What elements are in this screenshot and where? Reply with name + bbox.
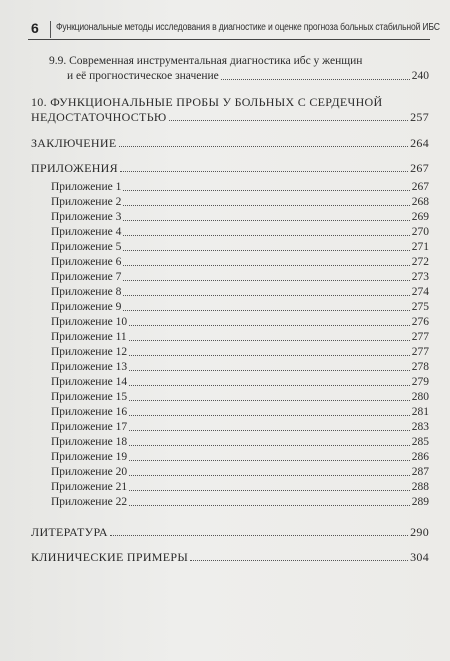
toc-page-number: 267 [411,181,429,193]
toc-entry-label: ЗАКЛЮЧЕНИЕ [31,136,117,150]
toc-page-number: 267 [410,161,429,175]
toc-page-number: 286 [411,451,429,463]
toc-entry-label: Приложение 22 [51,496,128,508]
toc-page-number: 268 [411,196,429,208]
toc-entry-label: Приложение 1 [51,181,122,193]
toc-entry-label: Приложение 13 [51,361,128,373]
dot-leader [129,370,410,371]
dot-leader [190,560,408,561]
dot-leader [129,340,410,341]
dot-leader [129,430,410,431]
dot-leader [123,280,409,281]
toc-entry-label: Приложение 9 [51,301,122,313]
toc-page-number: 287 [411,466,429,478]
dot-leader [123,295,409,296]
dot-leader [129,460,410,461]
toc-conclusion[interactable] [31,137,429,150]
toc-page-number: 257 [410,110,429,124]
toc-entry-label: Приложение 21 [51,481,128,493]
toc-page-number: 275 [411,301,429,313]
toc-page-number: 304 [410,550,429,564]
toc-appendix-item[interactable] [51,301,429,314]
toc-entry-label: Приложение 8 [51,286,122,298]
toc-entry-label: Приложение 14 [51,376,128,388]
dot-leader [129,400,410,401]
toc-page-number: 290 [410,525,429,539]
toc-appendix-item[interactable] [51,211,429,224]
dot-leader [120,171,408,172]
dot-leader [123,310,409,311]
toc-page-number: 281 [411,406,429,418]
toc-chapter-10[interactable] [31,111,429,124]
toc-entry-9-9[interactable] [67,70,429,83]
toc-page-number: 289 [411,496,429,508]
toc-entry-9-9-line1: 9.9. Современная инструментальная диагностика ибс у женщин [49,55,363,67]
toc-entry-label: Приложение 7 [51,271,122,283]
toc-appendix-item[interactable] [51,391,429,404]
toc-appendix-item[interactable] [51,286,429,299]
toc-appendix-item[interactable] [51,421,429,434]
toc-entry-label: Приложение 11 [51,331,127,343]
toc-appendix-item[interactable] [51,181,429,194]
toc-entry-label: ЛИТЕРАТУРА [31,525,108,539]
toc-page-number: 277 [411,346,429,358]
toc-page-number: 279 [411,376,429,388]
toc-page-number: 288 [411,481,429,493]
toc-page-number: 270 [411,226,429,238]
toc-page-number: 283 [411,421,429,433]
toc-entry-label: КЛИНИЧЕСКИЕ ПРИМЕРЫ [31,550,189,564]
toc-appendix-item[interactable] [51,256,429,269]
toc-appendix-item[interactable] [51,271,429,284]
toc-appendix-item[interactable] [51,376,429,389]
toc-appendix-item[interactable] [51,406,429,419]
toc-entry-label: Приложение 2 [51,196,122,208]
toc-page-number: 240 [411,70,429,82]
toc-appendix-item[interactable] [51,361,429,374]
toc-page-number: 277 [411,331,429,343]
toc-entry-label: Приложение 18 [51,436,128,448]
toc-appendix-item[interactable] [51,496,429,509]
toc-appendix-item[interactable] [51,436,429,449]
toc-page-number: 278 [411,361,429,373]
dot-leader [129,385,410,386]
dot-leader [110,535,408,536]
dot-leader [123,235,409,236]
toc-appendix-item[interactable] [51,316,429,329]
dot-leader [129,415,410,416]
dot-leader [129,475,410,476]
toc-entry-label: Приложение 3 [51,211,122,223]
page-number: 6 [31,20,39,36]
toc-appendix-item[interactable] [51,241,429,254]
toc-page-number: 271 [411,241,429,253]
toc-entry-label: Приложение 4 [51,226,122,238]
toc-page-number: 272 [411,256,429,268]
dot-leader [129,505,410,506]
toc-page-number: 280 [411,391,429,403]
toc-entry-label: Приложение 5 [51,241,122,253]
toc-appendix-item[interactable] [51,466,429,479]
toc-entry-label: Приложение 20 [51,466,128,478]
toc-chapter-10-line1: 10. ФУНКЦИОНАЛЬНЫЕ ПРОБЫ У БОЛЬНЫХ С СЕРДЕЧНОЙ [31,95,383,109]
toc-entry-label: Приложение 15 [51,391,128,403]
toc-appendix-item[interactable] [51,451,429,464]
toc-appendix-item[interactable] [51,346,429,359]
toc-page-number: 274 [411,286,429,298]
dot-leader [119,146,409,147]
toc-entry-label: Приложение 6 [51,256,122,268]
dot-leader [123,220,409,221]
dot-leader [123,205,409,206]
dot-leader [221,79,410,80]
dot-leader [129,445,410,446]
running-title: Функциональные методы исследования в диагностике и оценке прогноза больных стабильной ИБС [56,22,440,33]
toc-page-number: 264 [410,136,429,150]
toc-entry-label: НЕДОСТАТОЧНОСТЬЮ [31,110,167,124]
dot-leader [123,190,409,191]
toc-appendix-item[interactable] [51,196,429,209]
toc-clinical-examples[interactable] [31,551,429,564]
toc-entry-label: Приложение 12 [51,346,128,358]
toc-appendices[interactable] [31,162,429,175]
dot-leader [169,120,409,121]
dot-leader [129,355,410,356]
toc-appendix-item[interactable] [51,481,429,494]
toc-entry-label: Приложение 16 [51,406,128,418]
dot-leader [123,265,409,266]
toc-page-number: 276 [411,316,429,328]
dot-leader [129,325,410,326]
toc-page-number: 273 [411,271,429,283]
toc-entry-label: Приложение 19 [51,451,128,463]
toc-literature[interactable] [31,526,429,539]
toc-entry-label: и её прогностическое значение [67,70,219,82]
toc-entry-label: ПРИЛОЖЕНИЯ [31,161,118,175]
toc-appendix-item[interactable] [51,226,429,239]
toc-page-number: 285 [411,436,429,448]
dot-leader [123,250,409,251]
toc-page-number: 269 [411,211,429,223]
toc-entry-label: Приложение 17 [51,421,128,433]
dot-leader [129,490,410,491]
toc-appendix-item[interactable] [51,331,429,344]
toc-entry-label: Приложение 10 [51,316,128,328]
